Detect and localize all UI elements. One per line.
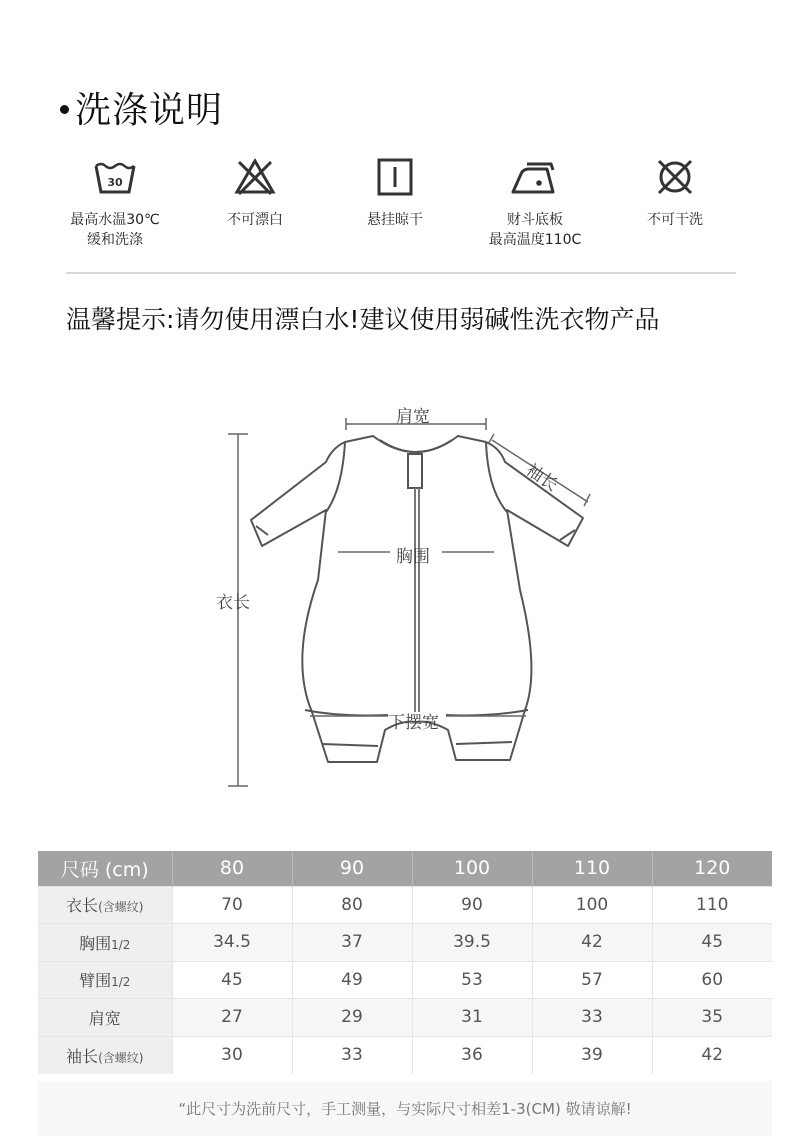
care-label-line1: 财斗底板: [507, 212, 563, 228]
table-cell: 45: [172, 961, 292, 999]
care-section-title: [60, 82, 223, 133]
garment-diagram: [0, 390, 800, 810]
table-cell: 57: [532, 961, 652, 999]
table-row: [38, 1036, 772, 1074]
care-item-no-bleach: [180, 150, 330, 230]
header-cell: 尺码 (cm): [38, 851, 172, 886]
table-cell: 42: [652, 1036, 772, 1074]
iron-icon: [509, 156, 561, 198]
table-cell: 29: [292, 999, 412, 1037]
table-cell: 45: [652, 924, 772, 962]
table-cell: 39: [532, 1036, 652, 1074]
care-label-line1: 悬挂晾干: [367, 212, 423, 228]
table-cell: 80: [292, 886, 412, 924]
section-divider: [66, 272, 736, 274]
measurement-note: “此尺寸为洗前尺寸，手工测量，与实际尺寸相差1-3(CM) 敬请谅解!: [178, 1100, 632, 1118]
care-label-line1: 最高水温30℃: [70, 212, 160, 228]
table-cell: 33: [532, 999, 652, 1037]
row-label: 臂围1/2: [38, 961, 172, 999]
table-cell: 31: [412, 999, 532, 1037]
table-cell: 35: [652, 999, 772, 1037]
table-cell: 39.5: [412, 924, 532, 962]
row-label: 胸围1/2: [38, 924, 172, 962]
care-item-wash: [40, 150, 190, 250]
washing-tip: 温馨提示:请勿使用漂白水!建议使用弱碱性洗衣物产品: [66, 305, 660, 334]
care-label-line2: 缓和洗涤: [87, 232, 143, 248]
table-cell: 110: [652, 886, 772, 924]
table-cell: 37: [292, 924, 412, 962]
care-icons-row: [40, 150, 760, 260]
care-item-iron: [460, 150, 610, 250]
care-label-line1: 不可漂白: [227, 212, 283, 228]
size-table: [38, 851, 772, 1074]
table-cell: 42: [532, 924, 652, 962]
header-cell: 110: [532, 851, 652, 886]
wash-30-icon: [93, 156, 137, 198]
label-shoulder-width: 肩宽: [396, 407, 430, 427]
row-label: 袖长(含螺纹): [38, 1036, 172, 1074]
table-cell: 34.5: [172, 924, 292, 962]
table-cell: 90: [412, 886, 532, 924]
header-cell: 90: [292, 851, 412, 886]
table-cell: 70: [172, 886, 292, 924]
table-cell: 36: [412, 1036, 532, 1074]
table-cell: 27: [172, 999, 292, 1037]
table-row: [38, 924, 772, 962]
care-label-line2: 最高温度110C: [488, 232, 582, 248]
header-cell: 100: [412, 851, 532, 886]
sleepsuit-outline-icon: [0, 390, 800, 810]
table-cell: 49: [292, 961, 412, 999]
no-dry-clean-icon: [653, 156, 697, 198]
care-title-text: 洗涤说明: [75, 90, 224, 131]
care-label-line1: 不可干洗: [647, 212, 703, 228]
table-cell: 100: [532, 886, 652, 924]
table-cell: 60: [652, 961, 772, 999]
bullet-dot-icon: [60, 105, 69, 114]
table-row: [38, 999, 772, 1037]
header-cell: 120: [652, 851, 772, 886]
label-sleeve-length: 袖长: [522, 460, 562, 496]
table-row: [38, 961, 772, 999]
table-cell: 30: [172, 1036, 292, 1074]
row-label: 衣长(含螺纹): [38, 886, 172, 924]
no-bleach-icon: [233, 156, 277, 198]
row-label: 肩宽: [38, 999, 172, 1037]
care-item-no-dry-clean: [600, 150, 750, 230]
label-chest: 胸围: [396, 547, 430, 567]
size-table-header: [38, 851, 772, 886]
svg-text:30: 30: [107, 176, 123, 189]
label-length: 衣长: [216, 593, 250, 613]
table-cell: 53: [412, 961, 532, 999]
header-cell: 80: [172, 851, 292, 886]
label-hem-width: 下摆宽: [388, 713, 439, 733]
table-row: [38, 886, 772, 924]
care-item-hang-dry: [320, 150, 470, 230]
hang-dry-icon: [373, 156, 417, 198]
table-cell: 33: [292, 1036, 412, 1074]
